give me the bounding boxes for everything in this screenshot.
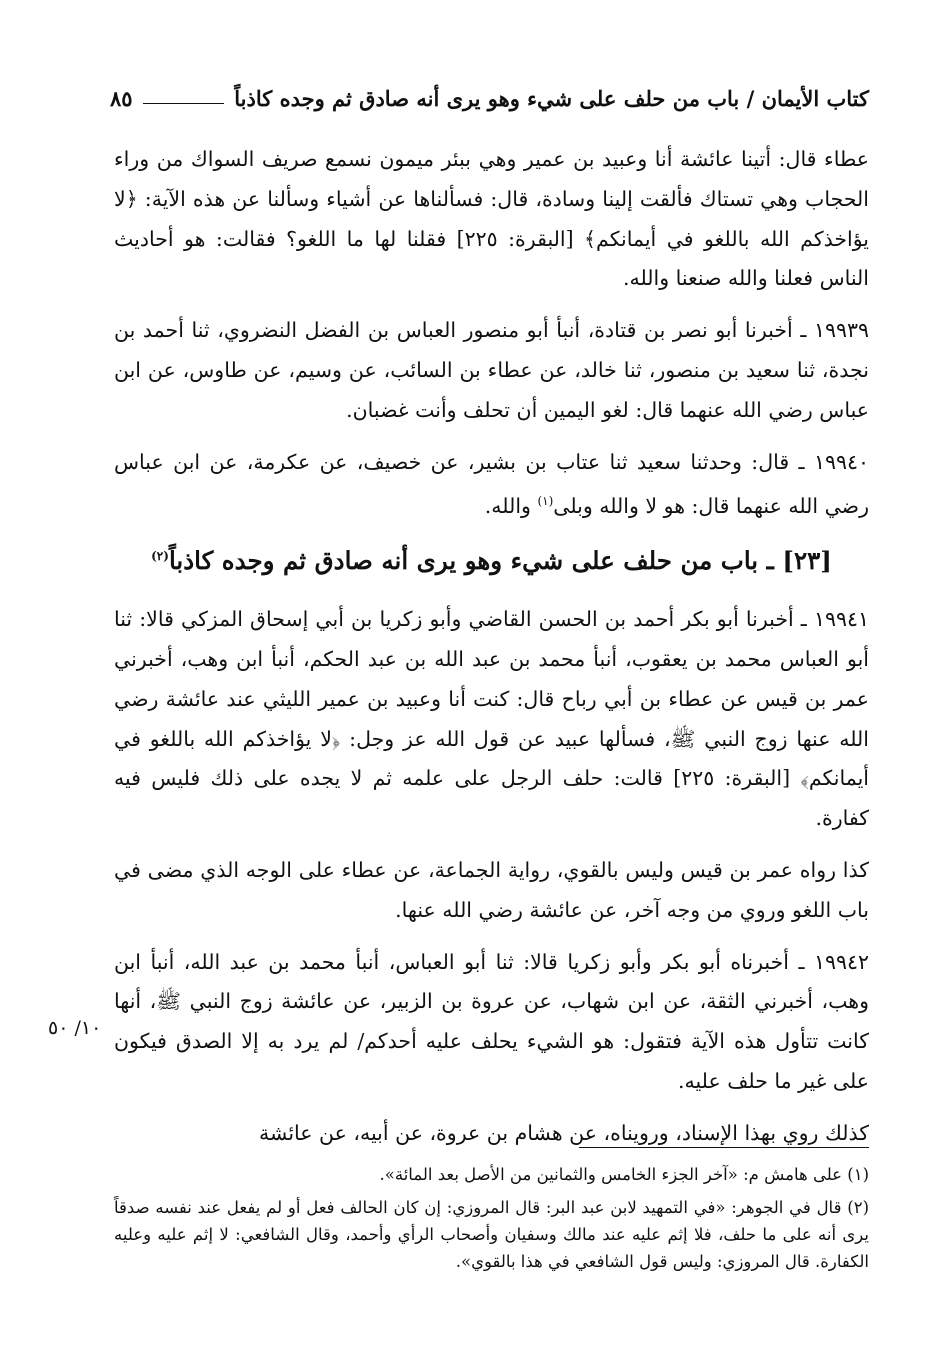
margin-note: ١٠/ ٥٠ — [48, 1017, 102, 1039]
hadith-19942: ١٩٩٤٢ ـ أخبرناه أبو بكر وأبو زكريا قالا: ثنا أبو العباس، أنبأ محمد بن عبد الله، أنبأ ابن وهب، أخبرني الثقة، عن ابن شهاب، عن عروة بن الزبير، عن عائشة زوج النبي ﷺ، أنها كانت تتأول هذه الآية فتقول: هو الشيء يحلف عليه أحدكم/ لم يرد به إلا الصدق فيكون على غير ما حلف عليه. — [114, 949, 869, 1093]
footnote-1: (١) على هامش م: «آخر الجزء الخامس والثمانين من الأصل بعد المائة». — [379, 1165, 869, 1184]
hadith-19940-end: والله. — [484, 494, 538, 519]
hadith-19940 — [114, 443, 869, 527]
footnote-rule — [579, 1147, 869, 1148]
page-number: ٨٥ — [110, 86, 133, 111]
footnote-2: (٢) قال في الجوهر: «في التمهيد لابن عبد البر: قال المروزي: إن كان الحالف فعل أو لم يفعل عند نفسه صدقاً يرى أنه على ما حلف، فلا إثم عليه عند مالك وسفيان وأصحاب الرأي وأحمد، وقال الشافعي: لا إثم عليه وعليه الكفارة. قال المروزي: وليس قول الشافعي في هذا بالقوي». — [114, 1198, 869, 1271]
footnote-ref-1[interactable]: (١) — [537, 494, 554, 509]
closing-text: كذلك روي بهذا الإسناد، ورويناه، عن هشام بن عروة، عن أبيه، عن عائشة — [259, 1120, 869, 1145]
header-rule — [143, 103, 225, 104]
hadith-19940-text: ١٩٩٤٠ ـ قال: وحدثنا سعيد ثنا عتاب بن بشير، عن خصيف، عن عكرمة، عن ابن عباس رضي الله عنهما قال: هو لا والله وبلى — [114, 449, 869, 519]
commentary: كذا رواه عمر بن قيس وليس بالقوي، رواية الجماعة، عن عطاء على الوجه الذي مضى في باب اللغو وروي من وجه آخر، عن عائشة رضي الله عنها. — [114, 857, 869, 922]
footnotes — [114, 1161, 869, 1281]
main-text — [114, 140, 869, 1166]
footnote-ref-2[interactable]: (٢) — [151, 549, 169, 563]
paragraph-continuation: عطاء قال: أتينا عائشة أنا وعبيد بن عمير وهي ببئر ميمون نسمع صريف السواك من وراء الحجاب وهي تستاك فألقت إلينا وسادة، قال: فسألناها عن أشياء وسألنا عن هذه الآية: ﴿لا يؤاخذكم الله باللغو في أيمانكم﴾ [البقرة: ٢٢٥] فقلنا لها ما اللغو؟ فقالت: هو أحاديث الناس فعلنا والله صنعنا والله. — [114, 147, 869, 291]
section-title: [٢٣] ـ باب من حلف على شيء وهو يرى أنه صادق ثم وجده كاذباً — [168, 546, 832, 576]
section-heading — [114, 539, 869, 578]
hadith-19939: ١٩٩٣٩ ـ أخبرنا أبو نصر بن قتادة، أنبأ أبو منصور العباس بن الفضل النضروي، ثنا أحمد بن نجدة، ثنا سعيد بن منصور، ثنا خالد، عن عطاء بن السائب، عن وسيم، عن طاوس، عن ابن عباس رضي الله عنهما قال: لغو اليمين أن تحلف وأنت غضبان. — [114, 318, 869, 422]
running-header — [110, 86, 869, 111]
hadith-19941: ١٩٩٤١ ـ أخبرنا أبو بكر أحمد بن الحسن القاضي وأبو زكريا بن أبي إسحاق المزكي قالا: ثنا أبو العباس محمد بن يعقوب، أنبأ محمد بن عبد الله بن عبد الحكم، أنبأ ابن وهب، أخبرني عمر بن قيس عن عطاء بن أبي رباح قال: كنت أنا وعبيد بن عمير الليثي عند عائشة رضي الله عنها زوج النبي ﷺ، فسألها عبيد عن قول الله عز وجل: ﴿لا يؤاخذكم الله باللغو في أيمانكم﴾ [البقرة: ٢٢٥] قالت: حلف الرجل على علمه ثم لا يجده على ذلك فليس فيه كفارة. — [114, 607, 869, 831]
header-title: كتاب الأيمان / باب من حلف على شيء وهو يرى أنه صادق ثم وجده كاذباً — [234, 86, 869, 111]
